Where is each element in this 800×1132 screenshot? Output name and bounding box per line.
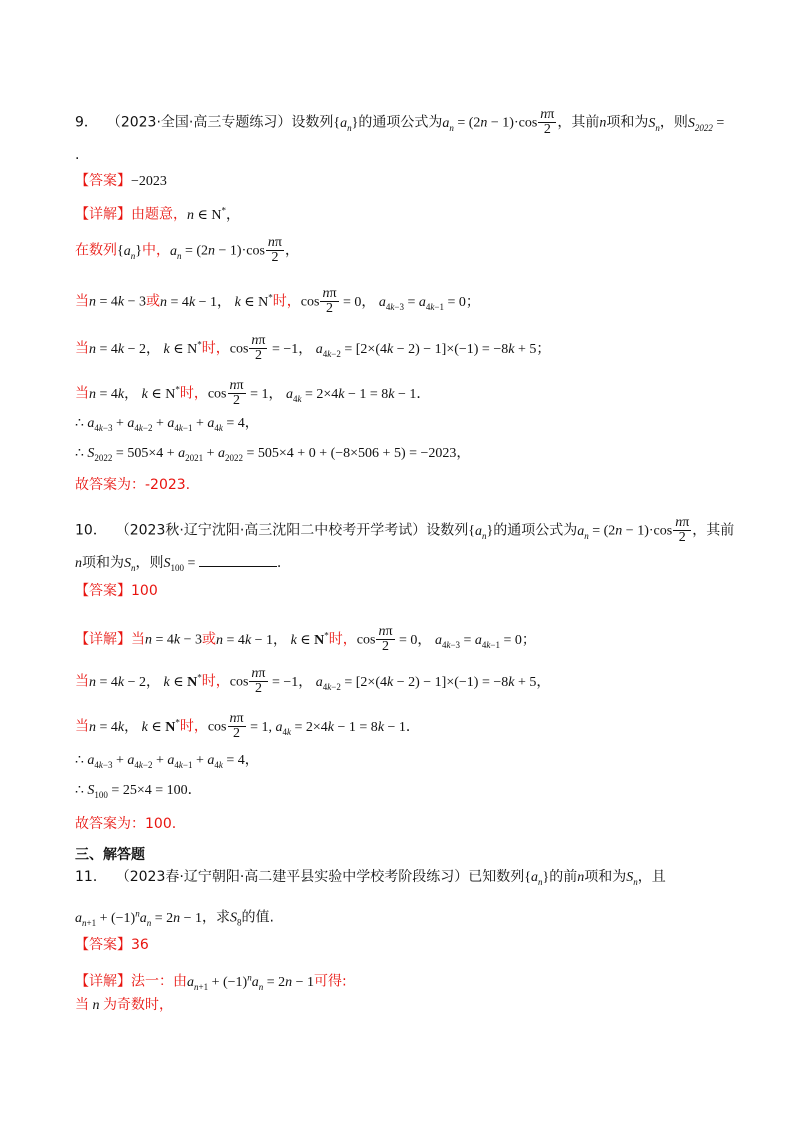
q9-sum4: ∴ $a_{4k-3} + a_{4k-2} + a_{4k-1} + a_{4k} = 4$， bbox=[75, 416, 259, 433]
q9-final: 故答案为：-2023. bbox=[75, 477, 191, 493]
q10-number: 10． bbox=[75, 522, 107, 539]
q10-sum4: ∴ $a_{4k-3} + a_{4k-2} + a_{4k-1} + a_{4k} = 4$， bbox=[75, 753, 259, 770]
q9-number: 9． bbox=[75, 114, 98, 131]
answer-blank bbox=[199, 552, 277, 567]
q11-stem-2: $a_{n+1} + (-1)^na_n = 2n - 1$，求$S_8$的值. bbox=[75, 908, 274, 928]
q9-s2022: ∴ $S_{2022} = 505\times 4 + a_{2021} + a_{2022} = 505\times 4 + 0 + (-8\times 506 + 5) = -2023$， bbox=[75, 446, 471, 463]
q9-answer: 【答案】−2023 bbox=[75, 173, 167, 189]
q10-case1: 【详解】当n = 4k − 3或n = 4k − 1， k ∈ N*时，cos $\frac{n\pi}{2}$ = 0， $a_{4k-3} = a_{4k-1} = 0$； bbox=[75, 624, 536, 655]
q11-number: 11． bbox=[75, 869, 107, 885]
q10-stem-2: n项和为$S_n$，则$S_{100}$ = . bbox=[75, 552, 740, 579]
section-heading: 三、解答题 bbox=[75, 847, 145, 863]
q10-final: 故答案为：100. bbox=[75, 816, 177, 832]
q9-detail-line1: 【详解】由题意，n ∈ N*， bbox=[75, 205, 240, 223]
q11-source: （2023春·辽宁朝阳·高二建平县实验中学校考阶段练习） bbox=[115, 869, 469, 885]
q9-case1: 当n = 4k − 3或n = 4k − 1， k ∈ N*时，cos $\frac{n\pi}{2}$ = 0， $a_{4k-3} = a_{4k-1} = 0$； bbox=[75, 286, 480, 317]
q9-case2: 当n = 4k − 2， k ∈ N*时，cos $\frac{n\pi}{2}$ = −1， $a_{4k-2} = [2\times(4k - 2) - 1]\times(-1) = -8k + 5$； bbox=[75, 333, 551, 364]
q9-detail-line2: 在数列$\{a_n\}$中，$a_n = (2n - 1)\cdot\cos$ $\frac{n\pi}{2}$ ， bbox=[75, 235, 299, 265]
q11-odd-case: 当 n 为奇数时， bbox=[75, 997, 173, 1013]
q9-trailing-dot: . bbox=[75, 147, 80, 163]
q9-case3: 当n = 4k， k ∈ N*时，cos $\frac{n\pi}{2}$ = 1， $a_{4k} = 2\times 4k - 1 = 8k - 1$． bbox=[75, 378, 431, 409]
q10-case2: 当n = 4k − 2， k ∈ N*时，cos $\frac{n\pi}{2}$ = −1， $a_{4k-2} = [2\times(4k - 2) - 1]\times(-1) = -8k + 5$， bbox=[75, 666, 551, 697]
q10-answer: 【答案】100 bbox=[75, 583, 158, 599]
q10-stem: 10． （2023秋·辽宁沈阳·高三沈阳二中校考开学考试）设数列$\{a_n\}$的通项公式为$a_n = (2n - 1)\cdot\cos$ $\frac{n\pi}{2}$ ，其前 bbox=[75, 515, 735, 545]
q9-stem: 9． （2023·全国·高三专题练习）设数列$\{a_n\}$的通项公式为$a_n = (2n - 1)\cdot\cos$ $\frac{n\pi}{2}$ ，其前n项和为$S_n$，则$S_{2022}$ = bbox=[75, 107, 725, 137]
q10-case3: 当n = 4k， k ∈ N*时，cos $\frac{n\pi}{2}$ = 1, $a_{4k} = 2\times 4k - 1 = 8k - 1$． bbox=[75, 711, 420, 742]
q11-stem: 11． （2023春·辽宁朝阳·高二建平县实验中学校考阶段练习）已知数列$\{a_n\}$的前n项和为$S_n$，且 bbox=[75, 869, 666, 887]
q11-detail: 【详解】法一：由$a_{n+1} + (-1)^na_n = 2n - 1$可得: bbox=[75, 972, 347, 992]
q10-s100: ∴ $S_{100} = 25\times 4 = 100$． bbox=[75, 783, 202, 800]
q11-answer: 【答案】36 bbox=[75, 937, 149, 953]
q10-source: （2023秋·辽宁沈阳·高三沈阳二中校考开学考试） bbox=[115, 522, 427, 539]
q9-source: （2023·全国·高三专题练习） bbox=[106, 114, 292, 131]
